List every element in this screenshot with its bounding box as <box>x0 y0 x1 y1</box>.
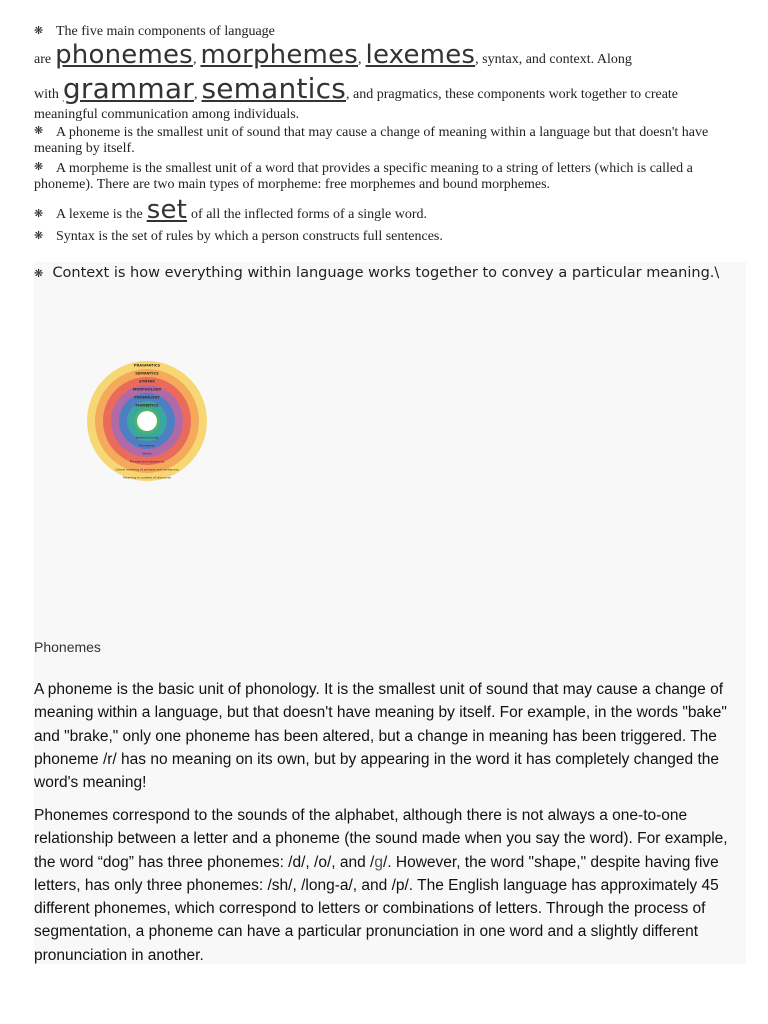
ring-center <box>137 411 157 431</box>
components-line: are phonemes, morphemes, lexemes, syntax, and context. Along <box>34 40 632 70</box>
image-caption: Phonemes <box>34 639 101 655</box>
link-semantics[interactable]: semantics <box>201 72 347 105</box>
ring-bottom-label: Words <box>142 451 152 456</box>
bullet-icon: ❋ <box>34 25 44 37</box>
link-phonemes[interactable]: phonemes <box>55 40 193 70</box>
context-text: Context is how everything within language works together to convey a particular meaning.\ <box>52 265 720 281</box>
bullet-context <box>34 263 746 284</box>
ring-label: PHONETICS <box>135 403 159 408</box>
text-with: with <box>34 87 59 102</box>
link-lexemes[interactable]: lexemes <box>365 40 476 70</box>
ring-bottom-label: Literal meaning of phrases and sentences <box>115 467 179 472</box>
text-rest1: , syntax, and context. Along <box>475 52 632 67</box>
link-morphemes[interactable]: morphemes <box>200 40 359 70</box>
paragraph-2-b: /. However, the word "shape," despite having five letters, has only three phonemes: /sh/, /long-a/, and /p/. The English language has approximately 45 different phonemes, which correspond to letters or combinations of letters. Through the process of segmentation, a phoneme can have a particular pronunciation in one word and a slightly different pronunciation in another. <box>34 853 719 964</box>
paragraph-2-a: Phonemes correspond to the sounds of the alphabet, although there is not always a one-to-one relationship between a letter and a phoneme (the sound made when you say the word). For example, the word “dog” has three phonemes: /d/, /o/, and / <box>34 807 728 871</box>
bullet-icon: ❋ <box>34 125 44 137</box>
ring-label: SEMANTICS <box>135 371 159 376</box>
text-rest2: , and pragmatics, these components work together to create <box>346 87 679 102</box>
link-g[interactable]: g <box>374 853 383 871</box>
text-rest3: meaningful communication among individuals. <box>34 107 300 122</box>
bullet-text: The five main components of language <box>56 24 275 39</box>
ring-bottom-label: Speech sounds <box>135 435 159 440</box>
ring-label: MORPHOLOGY <box>132 387 162 392</box>
bullet-icon: ❋ <box>34 230 44 242</box>
text-are: are <box>34 52 52 67</box>
paragraph-1: A phoneme is the basic unit of phonology. It is the smallest unit of sound that may cause a change of meaning within a language, but that doesn't have meaning by itself. For example, in the words "bake" and "brake," only one phoneme has been altered, but a change in meaning has been triggered. The phoneme /r/ has no meaning on its own, but by appearing in the word it has completely changed the word's meaning! <box>34 681 727 792</box>
link-grammar[interactable]: grammar <box>62 72 194 105</box>
bullet-phoneme: A phoneme is the smallest unit of sound that may cause a change of meaning within a language but that doesn't have meaning by itself. <box>34 125 709 156</box>
bullet-morpheme: A morpheme is the smallest unit of a word that provides a specific meaning to a string of letters (which is called a phoneme). There are two main types of morpheme: free morphemes and bound morphemes. <box>34 161 693 192</box>
bullet-icon: ❋ <box>34 208 44 220</box>
components-line-2: with grammar, semantics, and pragmatics, these components work together to create <box>34 72 679 105</box>
paragraph-2 <box>34 804 746 967</box>
bullet-lexeme <box>56 195 427 225</box>
ring-bottom-label: Phonemes <box>139 443 155 448</box>
ring-bottom-label: Meaning in context of discourse <box>123 475 171 480</box>
bullet-icon: ❋ <box>34 267 44 280</box>
ring-label: SYNTAX <box>139 379 155 384</box>
text-lexeme-pre: A lexeme is the <box>56 207 143 222</box>
bullet-syntax: Syntax is the set of rules by which a person constructs full sentences. <box>56 229 443 244</box>
ring-label: PHONOLOGY <box>134 395 160 400</box>
bullet-icon: ❋ <box>34 161 44 173</box>
ring-label: PRAGMATICS <box>133 363 161 368</box>
link-set[interactable]: set <box>146 195 188 225</box>
text-lexeme-post: of all the inflected forms of a single word. <box>191 207 428 222</box>
ring-bottom-label: Phrases and sentences <box>129 459 165 464</box>
language-levels-diagram <box>86 358 208 484</box>
